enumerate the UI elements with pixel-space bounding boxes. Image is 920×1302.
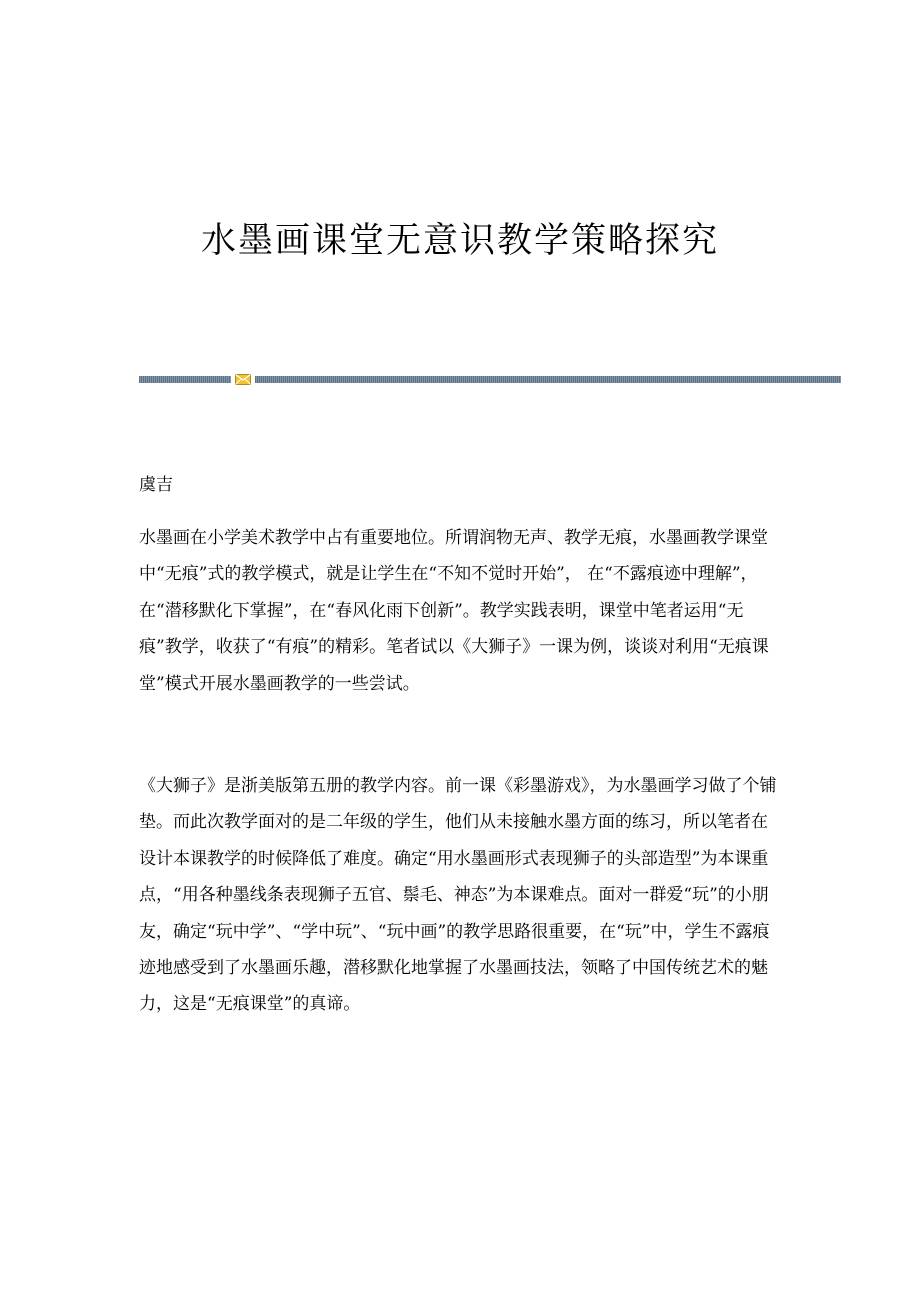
envelope-icon	[235, 374, 251, 385]
paragraph-1: 水墨画在小学美术教学中占有重要地位。所谓润物无声、教学无痕，水墨画教学课堂中“无痕”式的教学模式，就是让学生在“不知不觉时开始”， 在“不露痕迹中理解”，在“潜移默化下掌握”，在“春风化雨下创新”。教学实践表明，课堂中笔者运用“无痕”教学，收获了“有痕”的精彩。笔者试以《大狮子》一课为例，谈谈对利用“无痕课堂”模式开展水墨画教学的一些尝试。	[139, 528, 769, 694]
divider-bar-left	[139, 376, 231, 383]
document-title: 水墨画课堂无意识教学策略探究	[200, 221, 719, 261]
divider-bar-right	[255, 376, 841, 383]
title-divider	[139, 375, 841, 385]
author-name: 虞吉	[139, 475, 173, 495]
paragraph-2: 《大狮子》是浙美版第五册的教学内容。前一课《彩墨游戏》，为水墨画学习做了个铺垫。而此次教学面对的是二年级的学生，他们从未接触水墨方面的练习，所以笔者在设计本课教学的时候降低了难度。确定“用水墨画形式表现狮子的头部造型”为本课重点，“用各种墨线条表现狮子五官、鬃毛、神态”为本课难点。面对一群爱“玩”的小朋友，确定“玩中学”、“学中玩”、“玩中画”的教学思路很重要，在“玩”中，学生不露痕迹地感受到了水墨画乐趣，潜移默化地掌握了水墨画技法，领略了中国传统艺术的魅力，这是“无痕课堂”的真谛。	[139, 776, 777, 1015]
